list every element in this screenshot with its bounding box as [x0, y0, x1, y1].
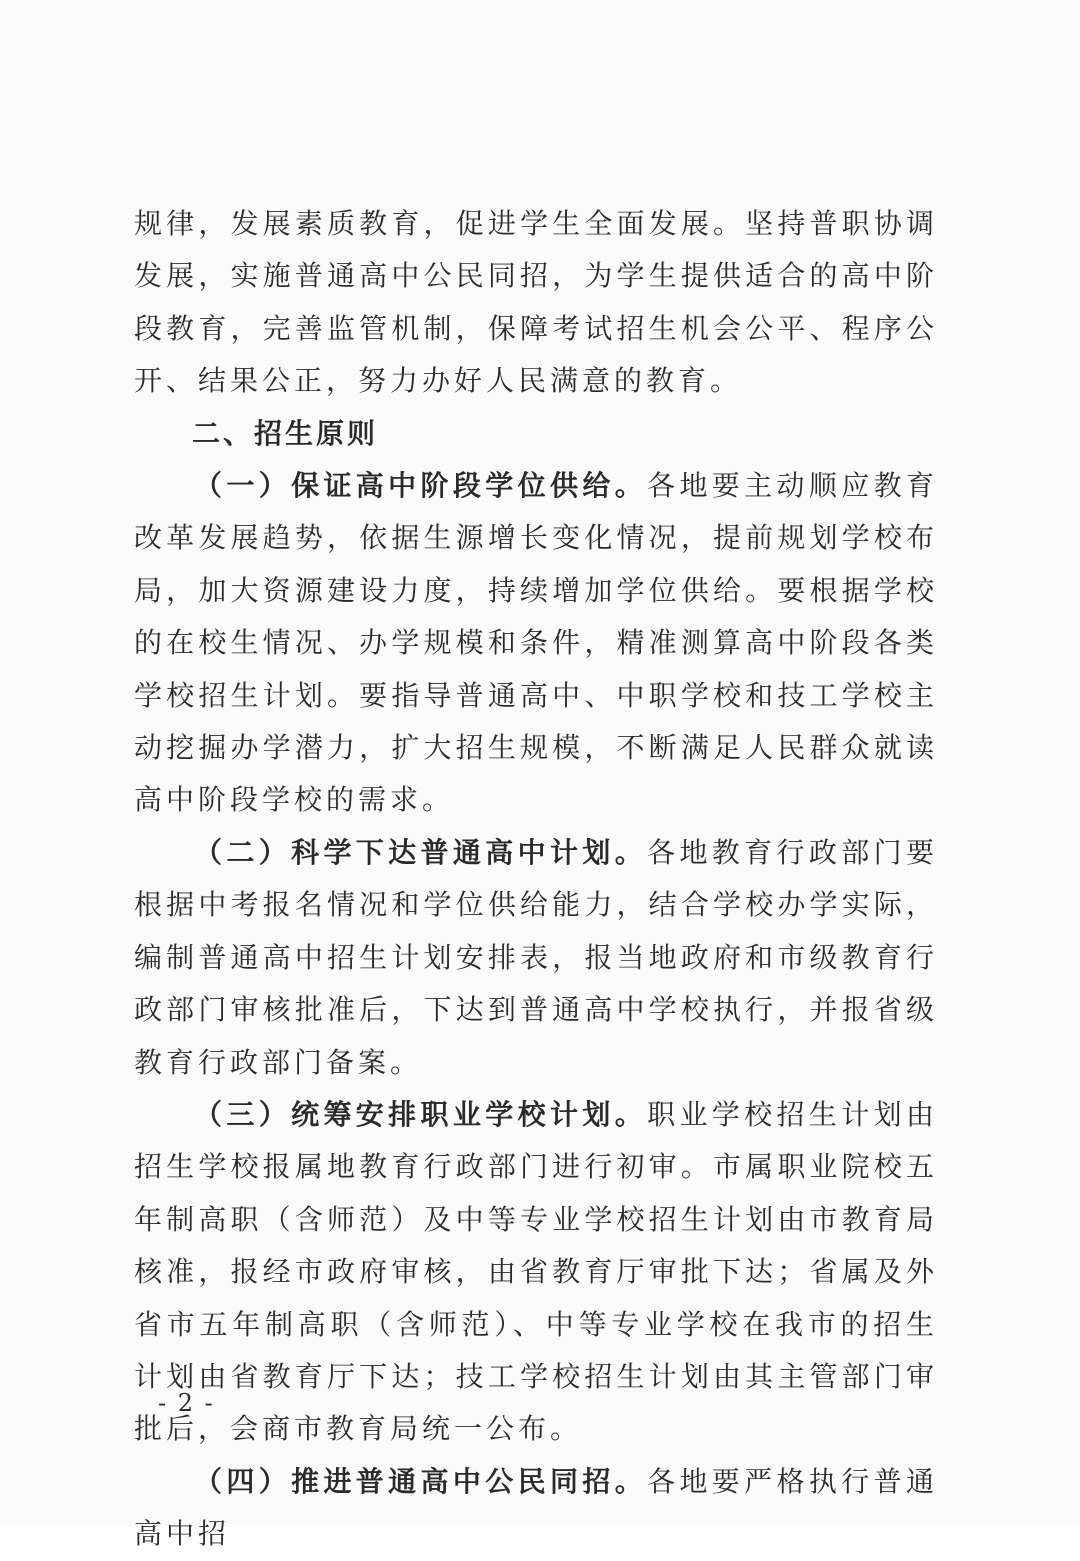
paragraph-lead: （二）科学下达普通高中计划。 — [194, 835, 648, 869]
paragraph-text: 各地教育行政部门要根据中考报名情况和学位供给能力，结合学校办学实际，编制普通高中招生计划安排表，报当地政府和市级教育行政部门审核批准后，下达到普通高中学校执行，并报省级教育行政部门备案。 — [134, 835, 938, 1079]
paragraph-lead: （一）保证高中阶段学位供给。 — [194, 469, 648, 503]
paragraph-text: 各地要主动顺应教育改革发展趋势，依据生源增长变化情况，提前规划学校布局，加大资源建设力度，持续增加学位供给。要根据学校的在校生情况、办学规模和条件，精准测算高中阶段各类学校招生计划。要指导普通高中、中职学校和技工学校主动挖掘办学潜力，扩大招生规模，不断满足人民群众就读高中阶段学校的需求。 — [134, 469, 938, 817]
paragraph-continuation: 规律，发展素质教育，促进学生全面发展。坚持普职协调发展，实施普通高中公民同招，为学生提供适合的高中阶段教育，完善监管机制，保障考试招生机会公平、程序公开、结果公正，努力办好人民满意的教育。 — [134, 207, 938, 398]
paragraph-item-1 — [134, 460, 938, 827]
paragraph-text: 各地要严格执行普通高中招 — [134, 1464, 938, 1551]
document-body — [134, 198, 938, 1561]
paragraph-item-3 — [134, 1089, 938, 1456]
paragraph-lead: （三）统筹安排职业学校计划。 — [194, 1097, 648, 1131]
paragraph-item-4 — [134, 1456, 938, 1561]
paragraph-text: 职业学校招生计划由招生学校报属地教育行政部门进行初审。市属职业院校五年制高职（含师范）及中等专业学校招生计划由市教育局核准，报经市政府审核，由省教育厅审批下达；省属及外省市五年制高职（含师范）、中等专业学校在我市的招生计划由省教育厅下达；技工学校招生计划由其主管部门审批后，会商市教育局统一公布。 — [134, 1097, 938, 1446]
paragraph-lead: （四）推进普通高中公民同招。 — [194, 1464, 648, 1498]
page-number: - 2 - — [158, 1389, 215, 1417]
section-heading: 二、招生原则 — [192, 416, 379, 450]
paragraph-item-2 — [134, 827, 938, 1089]
